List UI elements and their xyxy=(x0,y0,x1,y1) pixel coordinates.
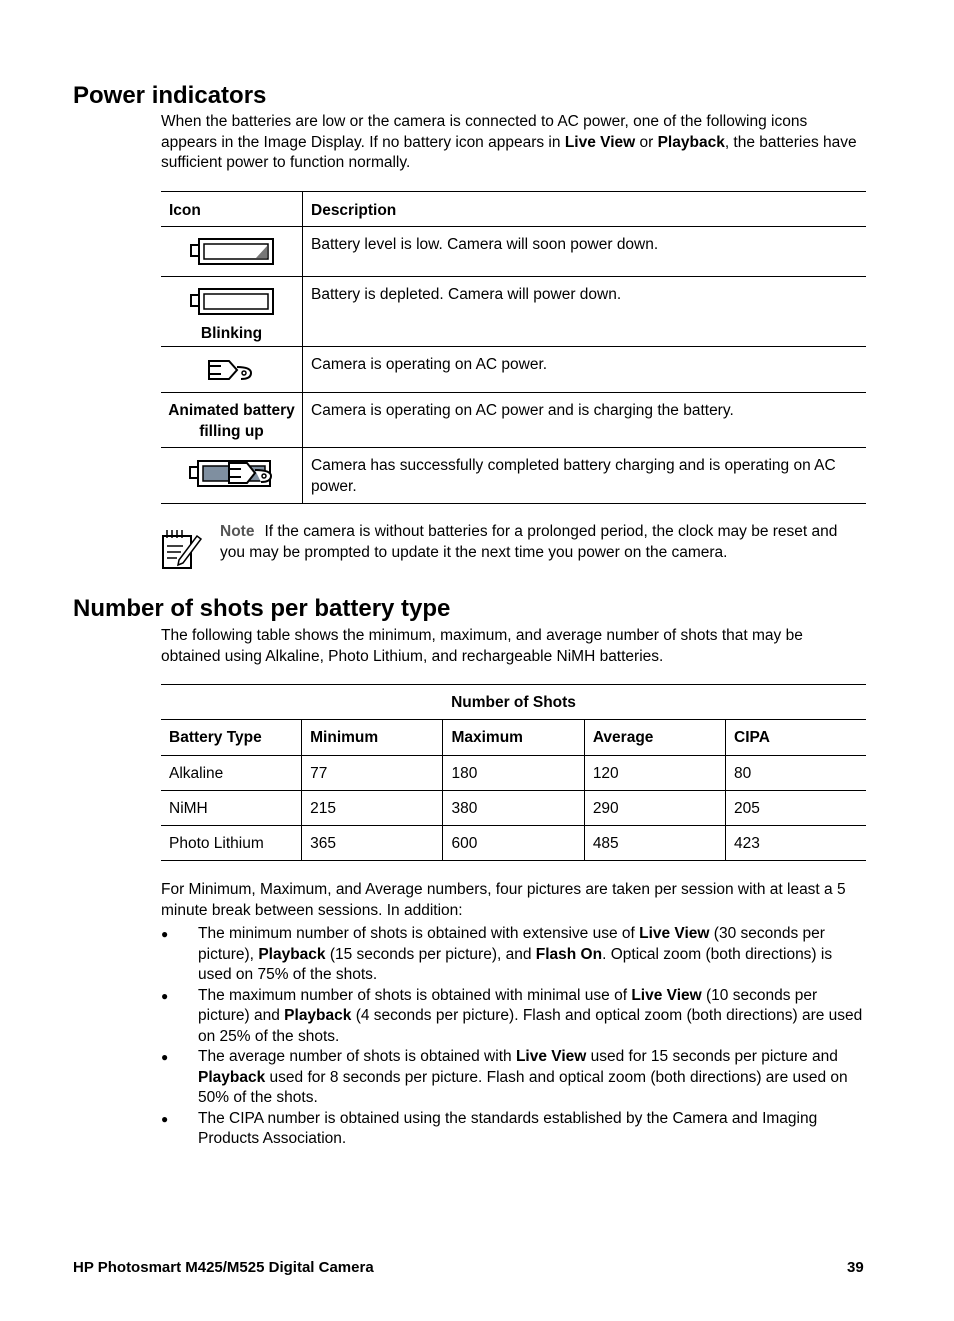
row-description: Battery level is low. Camera will soon power down. xyxy=(311,236,659,253)
table-span-header-row xyxy=(161,685,866,720)
bullet-text: (15 seconds per picture), and xyxy=(325,945,536,963)
bullet-bold: Playback xyxy=(258,945,326,963)
intro-text: or xyxy=(635,133,658,151)
bullet-text: (4 seconds per picture). Flash and optical zoom (both directions) are used on 25% of the shots. xyxy=(198,1007,863,1045)
icon-cell xyxy=(161,227,303,277)
bullet-text: (10 seconds per picture) and xyxy=(198,986,818,1024)
power-indicators-table xyxy=(161,191,866,504)
bullet-bold: Flash On xyxy=(535,945,603,963)
cell: 600 xyxy=(443,826,584,861)
shots-intro-paragraph: The following table shows the minimum, maximum, and average number of shots that may be obtained using Alkaline, Photo Lithium, and rechargeable NiMH batteries. xyxy=(161,627,803,665)
table-row xyxy=(161,227,866,277)
table-row xyxy=(161,756,866,791)
table-row xyxy=(161,347,866,393)
cell: Alkaline xyxy=(169,765,224,782)
header-maximum: Maximum xyxy=(443,720,584,756)
bullet-text: The minimum number of shots is obtained with extensive use of xyxy=(198,925,640,942)
bullet-bold: Live View xyxy=(639,925,710,942)
bullet-bold: Playback xyxy=(198,1068,266,1086)
list-item xyxy=(161,1109,866,1150)
bullet-text: (30 seconds per picture), xyxy=(198,925,825,963)
bullet-bold: Live View xyxy=(631,986,702,1004)
icon-cell xyxy=(161,277,303,347)
footer-page-number: 39 xyxy=(847,1259,864,1276)
table-row xyxy=(161,791,866,826)
icon-cell xyxy=(161,347,303,393)
after-table-paragraph: For Minimum, Maximum, and Average numbers, four pictures are taken per session with at least a 5 minute break between sessions. In addition: xyxy=(161,881,846,919)
list-item xyxy=(161,986,866,1048)
battery-full-plug-icon xyxy=(189,458,275,490)
bullet-text: The average number of shots is obtained with xyxy=(198,1048,516,1065)
footer-title: HP Photosmart M425/M525 Digital Camera xyxy=(73,1259,374,1276)
intro-text: When the batteries are low or the camera is connected to AC power, one of the following icons appears in the Image Display. If no battery icon appears in xyxy=(161,113,808,151)
bullet-text: The CIPA number is obtained using the standards established by the Camera and Imaging Products Association. xyxy=(198,1109,818,1147)
note-text xyxy=(220,522,866,563)
cell: Photo Lithium xyxy=(169,835,264,852)
cell: 120 xyxy=(584,756,725,791)
cell: 365 xyxy=(302,826,443,861)
table-row xyxy=(161,448,866,504)
note-box xyxy=(161,522,866,572)
header-icon: Icon xyxy=(161,192,303,227)
note-label: Note xyxy=(220,523,255,540)
bullet-bold: Live View xyxy=(515,1048,587,1065)
battery-low-icon xyxy=(190,237,274,267)
table-row xyxy=(161,826,866,861)
ac-plug-icon xyxy=(207,357,257,383)
header-battery-type: Battery Type xyxy=(169,729,262,746)
cell: 77 xyxy=(302,756,443,791)
cell: 290 xyxy=(584,791,725,826)
header-description: Description xyxy=(311,202,397,219)
note-pencil-icon xyxy=(161,526,203,570)
section-title-power-indicators: Power indicators xyxy=(73,82,267,109)
row-description: Camera is operating on AC power and is charging the battery. xyxy=(311,402,734,419)
blinking-caption: Blinking xyxy=(200,324,263,342)
cell: 180 xyxy=(443,756,584,791)
bullet-text: . Optical zoom (both directions) is used on 75% of the shots. xyxy=(198,945,833,983)
list-item xyxy=(161,924,866,986)
power-intro-paragraph xyxy=(161,112,866,174)
row-description: Camera has successfully completed battery charging and is operating on AC power. xyxy=(311,457,836,495)
list-item xyxy=(161,1047,866,1109)
header-average: Average xyxy=(584,720,725,756)
bullet-bold: Playback xyxy=(284,1007,352,1024)
cell: 80 xyxy=(726,756,866,791)
bullet-list xyxy=(161,924,866,1150)
shots-table xyxy=(161,684,866,861)
header-cipa: CIPA xyxy=(726,720,866,756)
row-description: Battery is depleted. Camera will power down. xyxy=(311,286,622,303)
note-body: If the camera is without batteries for a prolonged period, the clock may be reset and you may be prompted to update it the next time you power on the camera. xyxy=(220,523,838,561)
intro-text: , the batteries have sufficient power to function normally. xyxy=(161,133,857,171)
icon-cell xyxy=(161,448,303,504)
bullet-text: used for 8 seconds per picture. Flash and optical zoom (both directions) are used on 50% of the shots. xyxy=(198,1068,848,1106)
header-minimum: Minimum xyxy=(302,720,443,756)
span-header: Number of Shots xyxy=(451,694,576,711)
table-header-row xyxy=(161,192,866,227)
section-title-shots-per-battery: Number of shots per battery type xyxy=(73,595,451,622)
icon-cell xyxy=(161,393,303,448)
table-row xyxy=(161,277,866,347)
bullet-text: used for 15 seconds per picture and xyxy=(586,1048,838,1065)
row-description: Camera is operating on AC power. xyxy=(311,356,548,373)
table-header-row xyxy=(161,720,866,756)
cell: 205 xyxy=(726,791,866,826)
cell: 485 xyxy=(584,826,725,861)
cell: 215 xyxy=(302,791,443,826)
intro-bold-playback: Playback xyxy=(657,133,725,151)
battery-empty-icon xyxy=(190,287,274,317)
animated-caption: Animated battery filling up xyxy=(168,402,295,440)
bullet-text: The maximum number of shots is obtained with minimal use of xyxy=(198,986,632,1004)
intro-bold-live-view: Live View xyxy=(564,133,636,151)
cell: 380 xyxy=(443,791,584,826)
table-row xyxy=(161,393,866,448)
cell: 423 xyxy=(726,826,866,861)
cell: NiMH xyxy=(169,800,208,817)
